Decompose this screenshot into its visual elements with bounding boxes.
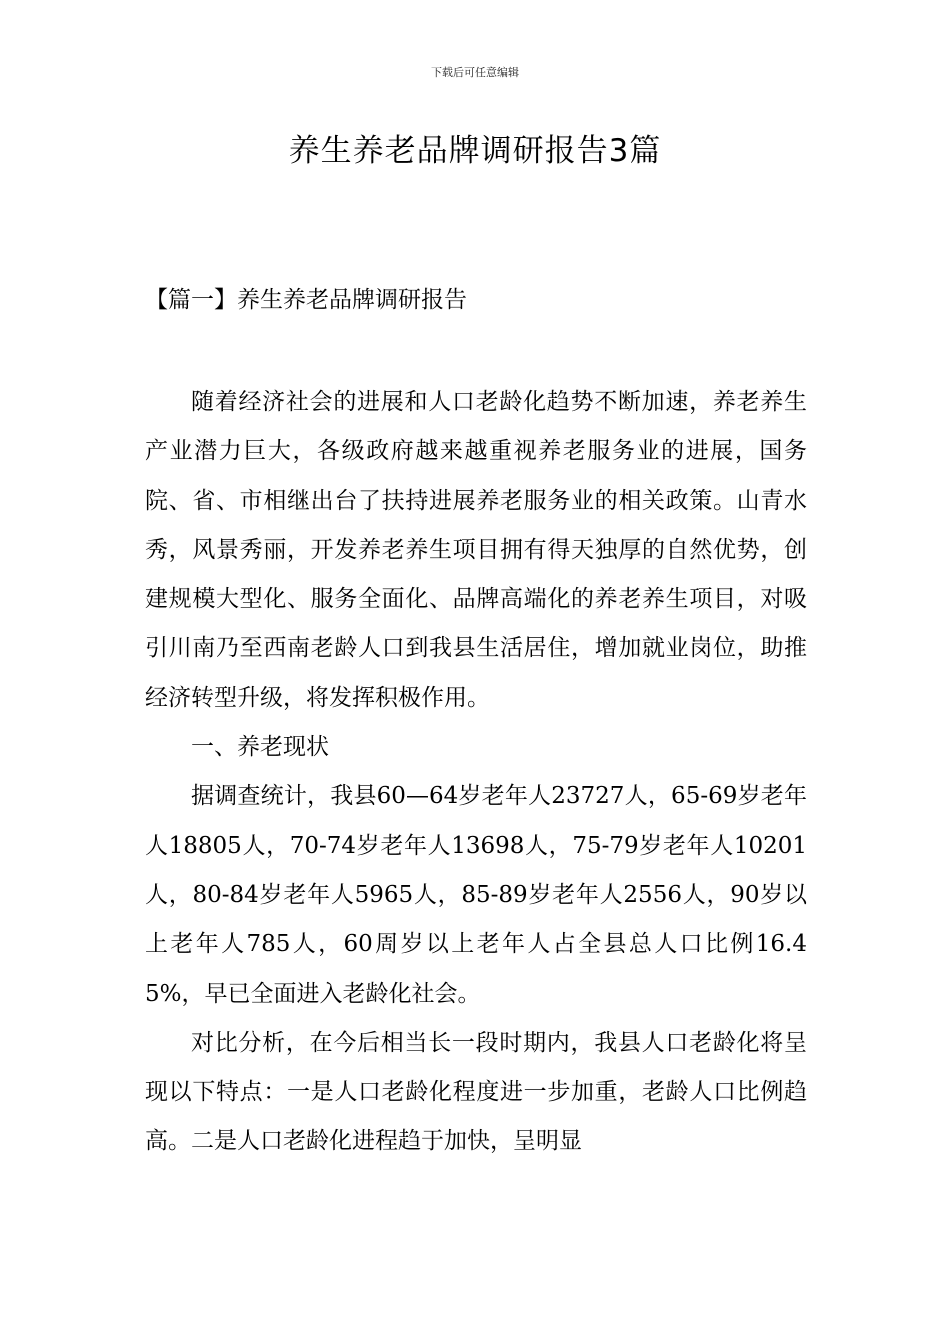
document-title: 养生养老品牌调研报告3篇 [288,133,662,169]
paragraph-analysis: 对比分析，在今后相当长一段时期内，我县人口老龄化将呈现以下特点：一是人口老龄化程度进一步加重，老龄人口比例趋高。二是人口老龄化进程趋于加快，呈明显 [145,1029,807,1155]
body-text [145,378,807,1167]
paragraph-subheading-status: 一、养老现状 [191,734,329,761]
header-note: 下载后可任意编辑 [431,66,519,79]
paragraph-intro: 随着经济社会的进展和人口老龄化趋势不断加速，养老养生产业潜力巨大，各级政府越来越重视养老服务业的进展，国务院、省、市相继出台了扶持进展养老服务业的相关政策。山青水秀，风景秀丽，开发养老养生项目拥有得天独厚的自然优势，创建规模大型化、服务全面化、品牌高端化的养老养生项目，对吸引川南乃至西南老龄人口到我县生活居住，增加就业岗位，助推经济转型升级，将发挥积极作用。 [145,389,807,711]
section-heading: 【篇一】养生养老品牌调研报告 [145,287,467,313]
paragraph-statistics: 据调查统计，我县60—64岁老年人23727人，65-69岁老年人18805人，70-74岁老年人13698人，75-79岁老年人10201人，80-84岁老年人5965人，85-89岁老年人2556人，90岁以上老年人785人，60周岁以上老年人占全县总人口比例16.45%，早已全面进入老龄化社会。 [145,783,807,1007]
